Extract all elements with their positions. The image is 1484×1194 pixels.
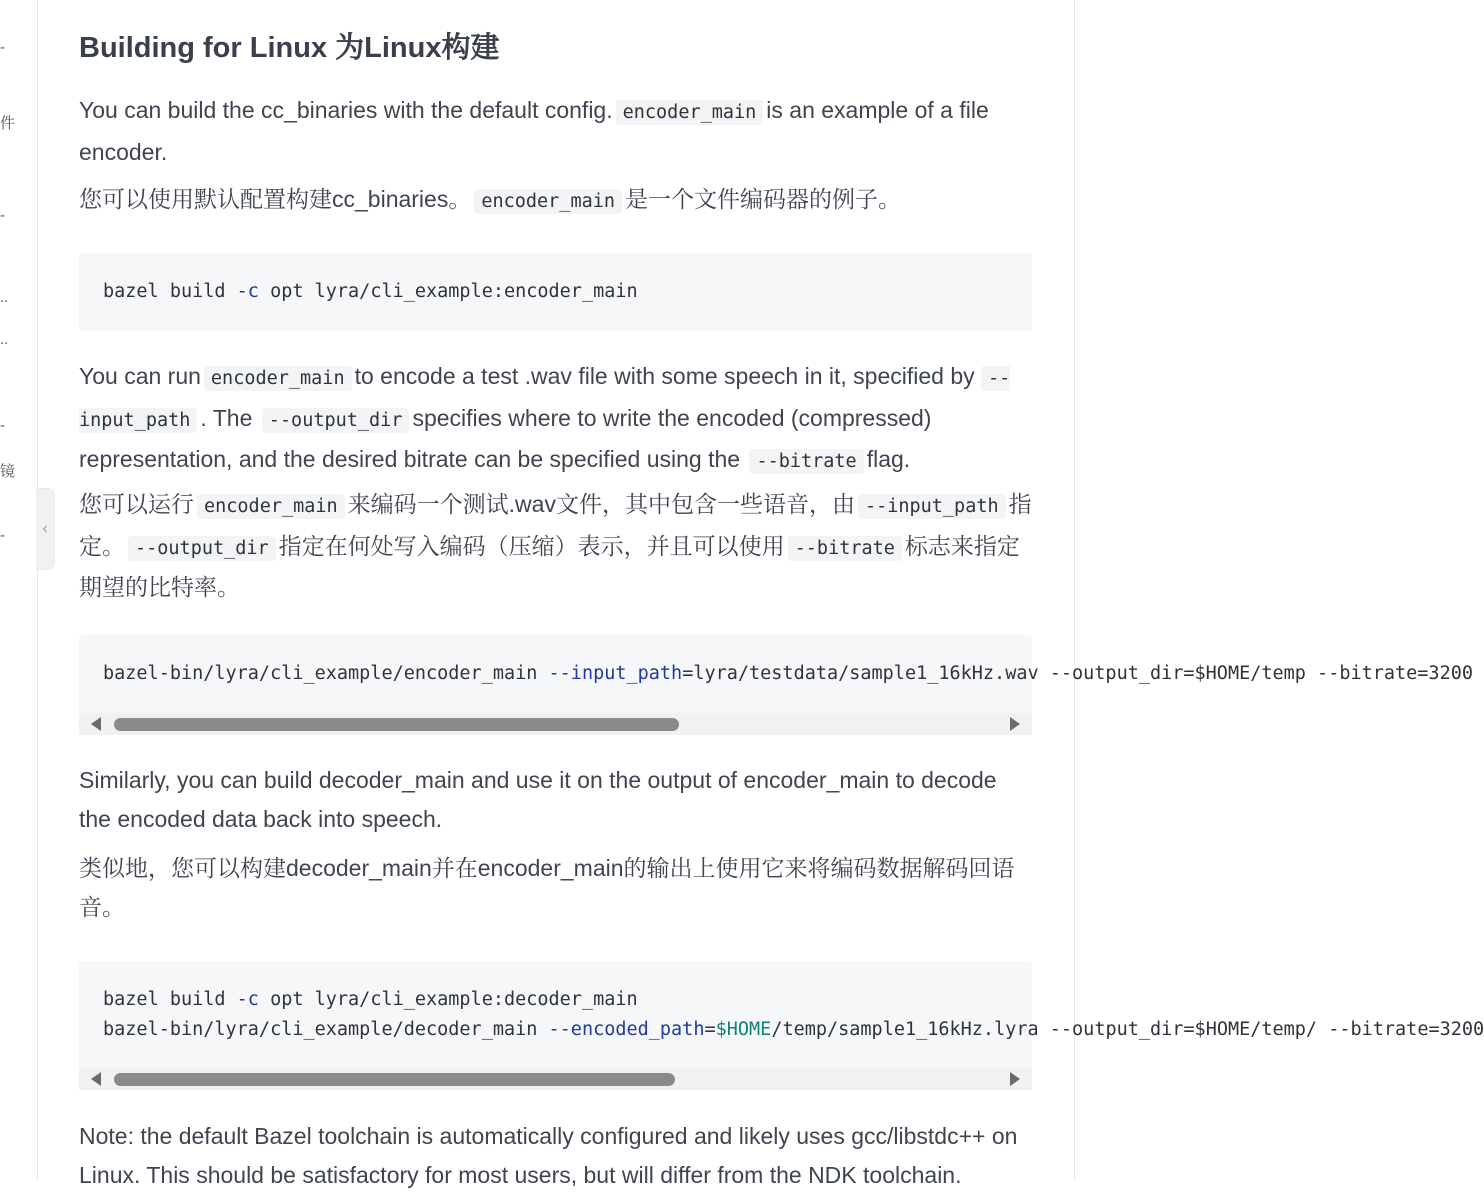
scrollbar-thumb[interactable] [114, 718, 679, 731]
toc-sidebar [0, 0, 37, 1180]
toc-item-truncated[interactable]: 镜 [0, 463, 16, 480]
inline-code-input-path: --input_path [858, 494, 1006, 519]
code-block-build-encoder: bazel build -c opt lyra/cli_example:encoder_main [79, 253, 1032, 331]
collapse-sidebar-button[interactable] [36, 488, 55, 570]
toc-item-truncated[interactable]: .. [0, 331, 9, 348]
scrollbar-thumb[interactable] [114, 1073, 675, 1086]
toc-item-truncated[interactable]: - [0, 527, 5, 544]
toc-item-truncated[interactable]: - [0, 417, 5, 434]
toc-item-truncated[interactable]: 件 [0, 115, 16, 132]
scroll-left-icon[interactable] [91, 717, 101, 731]
toc-item-truncated[interactable]: .. [0, 289, 9, 306]
paragraph-build-intro: You can build the cc_binaries with the default config. encoder_main is an example of a file encoder. [79, 97, 989, 165]
horizontal-scrollbar[interactable] [79, 1068, 1032, 1090]
inline-code-bitrate: --bitrate [749, 449, 863, 474]
code-block-decoder: bazel build -c opt lyra/cli_example:decoder_main bazel-bin/lyra/cli_example/decoder_main --encoded_path=$HOME/temp/sample1_16kHz.lyra --output_dir=$HOME/temp/ --bitrate=3200 [79, 961, 1032, 1090]
code-block-run-encoder: bazel-bin/lyra/cli_example/encoder_main --input_path=lyra/testdata/sample1_16kHz.wav --output_dir=$HOME/temp --bitrate=3200 [79, 635, 1032, 735]
paragraph-run-encoder: You can run encoder_main to encode a test .wav file with some speech in it, specified by --input_path . The --output_dir specifies where to write the encoded (compressed) representation, and the desired bitrate can be specified using the --bitrate flag. [79, 363, 1011, 473]
sidebar-divider [37, 0, 38, 1180]
paragraph-run-encoder-zh: 您可以运行 encoder_main 来编码一个测试.wav文件，其中包含一些语音，由 --input_path 指定。 --output_dir 指定在何处写入编码（压缩）表示，并且可以使用 --bitrate 标志来指定期望的比特率。 [79, 491, 1032, 600]
paragraph-decoder: Similarly, you can build decoder_main and use it on the output of encoder_main to decode the encoded data back into speech. [79, 767, 997, 832]
inline-code-bitrate: --bitrate [788, 536, 902, 561]
inline-code-encoder-main: encoder_main [197, 494, 345, 519]
toc-item-truncated[interactable]: - [0, 39, 5, 56]
inline-code-encoder-main: encoder_main [204, 366, 352, 391]
section-heading: Building for Linux 为Linux构建 [79, 32, 500, 64]
scroll-right-icon[interactable] [1010, 717, 1020, 731]
inline-code-output-dir: --output_dir [128, 536, 276, 561]
paragraph-decoder-zh: 类似地，您可以构建decoder_main并在encoder_main的输出上使用它来将编码数据解码回语音。 [79, 855, 1015, 920]
inline-code-encoder-main: encoder_main [616, 100, 764, 125]
inline-code-input-path: --input_path [79, 368, 1011, 431]
paragraph-build-intro-zh: 您可以使用默认配置构建cc_binaries。 encoder_main 是一个文件编码器的例子。 [79, 186, 901, 212]
inline-code-encoder-main: encoder_main [474, 189, 622, 214]
chevron-left-icon: ‹ [42, 520, 48, 537]
right-divider [1074, 0, 1075, 1180]
inline-code-output-dir: --output_dir [262, 408, 410, 433]
toc-item-truncated[interactable]: - [0, 207, 5, 224]
paragraph-note: Note: the default Bazel toolchain is automatically configured and likely uses gcc/libstdc++ on Linux. This should be satisfactory for most users, but will differ from the NDK toolchain. [79, 1123, 1018, 1188]
horizontal-scrollbar[interactable] [79, 713, 1032, 735]
scroll-left-icon[interactable] [91, 1072, 101, 1086]
scroll-right-icon[interactable] [1010, 1072, 1020, 1086]
